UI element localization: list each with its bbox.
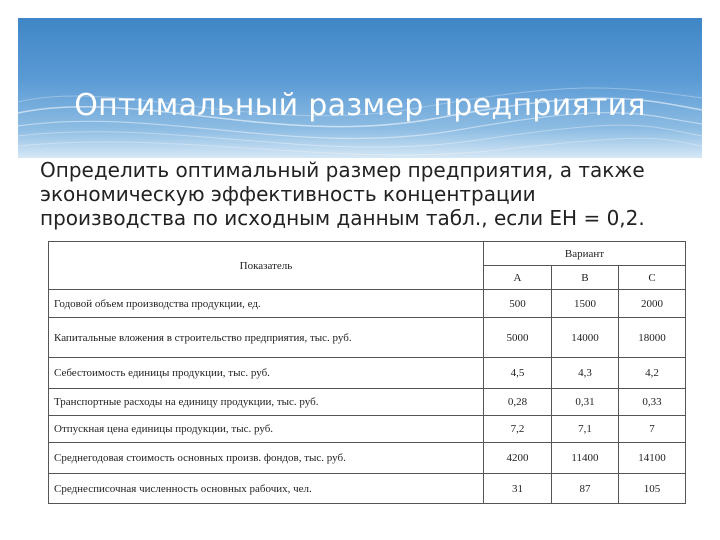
variant-c-header: С [618,266,685,290]
indicator-header: Показатель [49,242,484,290]
cell-value: 14100 [618,443,685,474]
cell-value: 7,1 [551,416,618,443]
cell-value: 0,33 [618,389,685,416]
variant-b-header: В [551,266,618,290]
row-label: Годовой объем производства продукции, ед. [49,290,484,318]
cell-value: 5000 [483,318,551,358]
row-label: Отпускная цена единицы продукции, тыс. руб. [49,416,484,443]
table-row [49,474,686,504]
table-row [49,318,686,358]
cell-value: 4,2 [618,358,685,389]
cell-value: 87 [551,474,618,504]
source-data-table [48,241,686,504]
row-label: Среднесписочная численность основных рабочих, чел. [49,474,484,504]
table-row [49,416,686,443]
cell-value: 0,28 [483,389,551,416]
cell-value: 7,2 [483,416,551,443]
table-row [49,443,686,474]
cell-value: 14000 [551,318,618,358]
row-label: Среднегодовая стоимость основных произв. фондов, тыс. руб. [49,443,484,474]
row-label: Транспортные расходы на единицу продукции, тыс. руб. [49,389,484,416]
cell-value: 31 [483,474,551,504]
variant-header: Вариант [483,242,685,266]
cell-value: 105 [618,474,685,504]
slide-title: Оптимальный размер предприятия [74,88,646,123]
cell-value: 4,3 [551,358,618,389]
variant-a-header: А [483,266,551,290]
table-row [49,389,686,416]
cell-value: 2000 [618,290,685,318]
task-description: Определить оптимальный размер предприятия, а также экономическую эффективность концентрации производства по исходным данным табл., если ЕН = 0,2. [40,158,645,230]
cell-value: 11400 [551,443,618,474]
cell-value: 4200 [483,443,551,474]
cell-value: 1500 [551,290,618,318]
cell-value: 500 [483,290,551,318]
title-banner [18,18,702,158]
cell-value: 18000 [618,318,685,358]
table-row [49,358,686,389]
cell-value: 0,31 [551,389,618,416]
row-label: Себестоимость единицы продукции, тыс. руб. [49,358,484,389]
row-label: Капитальные вложения в строительство предприятия, тыс. руб. [49,318,484,358]
cell-value: 7 [618,416,685,443]
table-row [49,290,686,318]
cell-value: 4,5 [483,358,551,389]
